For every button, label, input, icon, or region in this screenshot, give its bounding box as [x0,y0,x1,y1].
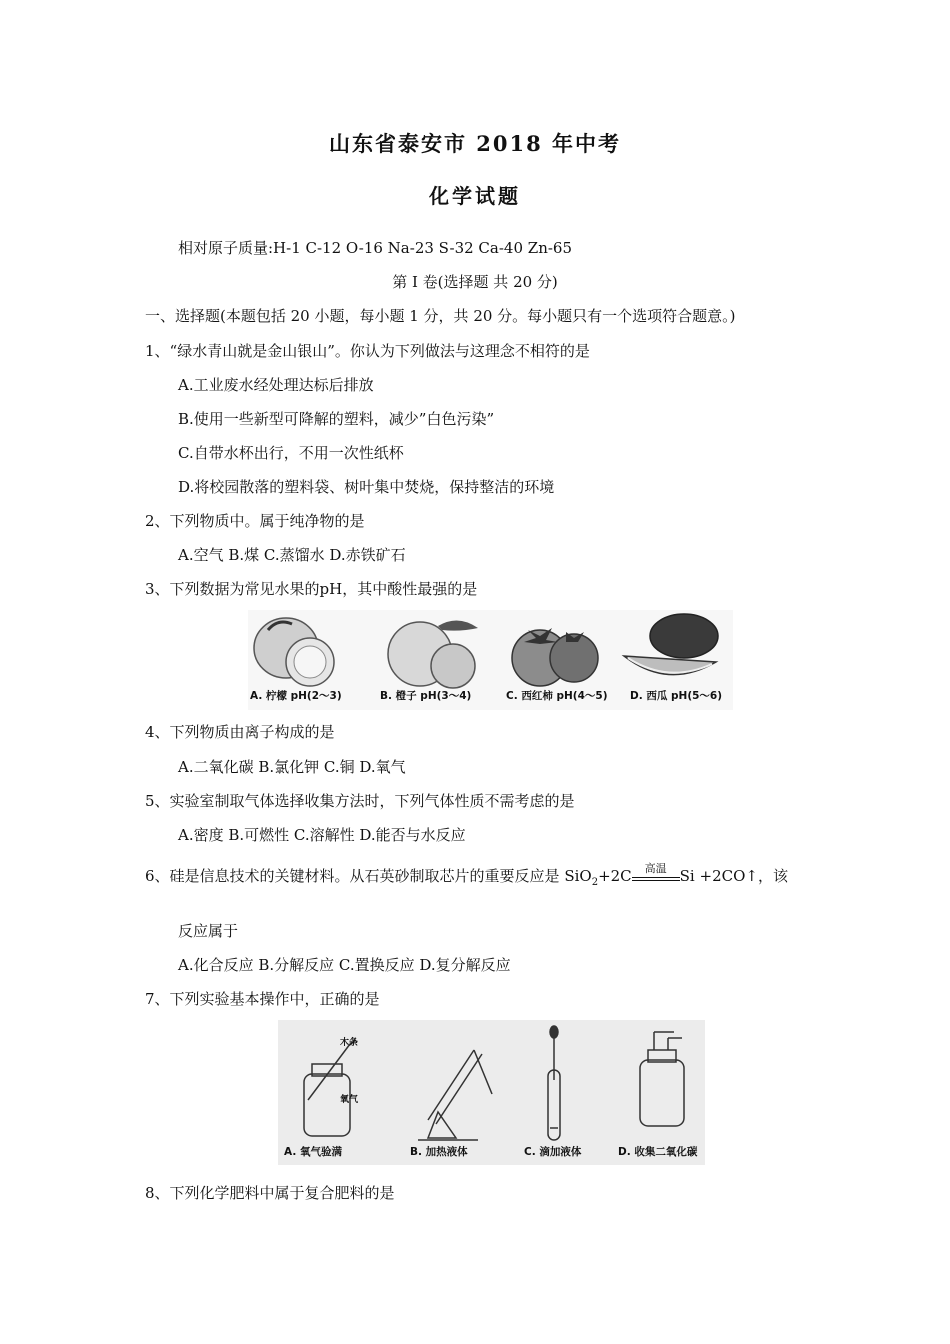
subscript-2: 2 [591,877,599,888]
heating-tube-image [418,1050,492,1140]
gas-bottle-image [304,1040,359,1136]
atomic-mass-line: 相对原子质量:H-1 C-12 O-16 Na-23 S-32 Ca-40 Zn-65 [178,239,573,257]
question-8-stem: 8、下列化学肥料中属于复合肥料的是 [145,1184,395,1202]
fruit-caption-a: A. 柠檬 pH(2～3) [250,690,342,702]
question-4-stem: 4、下列物质由离子构成的是 [145,723,335,741]
question-5-stem: 5、实验室制取气体选择收集方法时，下列气体性质不需考虑的是 [145,792,575,810]
question-1-option-b: B.使用一些新型可降解的塑料，减少”白色污染” [178,410,495,428]
label-wood-strip: 木条 [340,1038,359,1048]
question-1-stem: 1、“绿水青山就是金山银山”。你认为下列做法与这理念不相符的是 [145,342,590,360]
orange-image [388,620,478,688]
lemon-image [254,618,334,686]
volume-title: 第 I 卷(选择题 共 20 分) [392,273,558,291]
watermelon-image [624,614,718,675]
question-3-stem: 3、下列数据为常见水果的pH，其中酸性最强的是 [145,580,478,598]
tomato-image [512,628,598,686]
question-2-options: A.空气 B.煤 C.蒸馏水 D.赤铁矿石 [178,546,406,564]
question-6-stem [145,862,788,893]
question-4-options: A.二氧化碳 B.氯化钾 C.铜 D.氧气 [178,758,406,776]
fruit-ph-figure [248,610,733,710]
question-6-stem-continued: 反应属于 [178,922,239,940]
collection-bottle-image [640,1032,684,1126]
lab-caption-a: A. 氧气验满 [284,1146,342,1158]
question-6-options: A.化合反应 B.分解反应 C.置换反应 D.复分解反应 [178,956,511,974]
lab-operations-figure [278,1020,705,1165]
question-5-options: A.密度 B.可燃性 C.溶解性 D.能否与水反应 [178,826,466,844]
question-2-stem: 2、下列物质中。属于纯净物的是 [145,512,365,530]
fruit-caption-b: B. 橙子 pH(3～4) [380,690,472,702]
fruit-caption-d: D. 西瓜 pH(5～6) [630,690,723,702]
exam-title: 山东省泰安市 2018 年中考 [328,131,622,156]
fruit-caption-c: C. 西红柿 pH(4～5) [506,690,608,702]
question-7-stem: 7、下列实验基本操作中，正确的是 [145,990,380,1008]
exam-subtitle: 化学试题 [429,184,521,208]
lab-caption-b: B. 加热液体 [410,1146,468,1158]
label-oxygen: 氧气 [340,1095,359,1105]
question-1-option-d: D.将校园散落的塑料袋、树叶集中焚烧，保持整洁的环境 [178,478,555,496]
question-6-stem-before: 6、硅是信息技术的关键材料。从石英砂制取芯片的重要反应是 SiO [145,867,592,885]
question-1-option-c: C.自带水杯出行，不用一次性纸杯 [178,444,404,462]
double-equals-sign [632,877,680,881]
reaction-condition [632,862,680,881]
dropper-tube-image [548,1026,560,1140]
section-title: 一、选择题(本题包括 20 小题，每小题 1 分，共 20 分。每小题只有一个选项符合题意。) [145,307,736,325]
question-6-stem-mid: +2C [598,867,632,885]
question-6-stem-after: Si +2CO↑，该 [679,867,788,885]
question-1-option-a: A.工业废水经处理达标后排放 [178,376,374,394]
lab-caption-d: D. 收集二氧化碳 [618,1146,698,1158]
lab-caption-c: C. 滴加液体 [524,1146,582,1158]
reaction-condition-text: 高温 [644,862,667,875]
